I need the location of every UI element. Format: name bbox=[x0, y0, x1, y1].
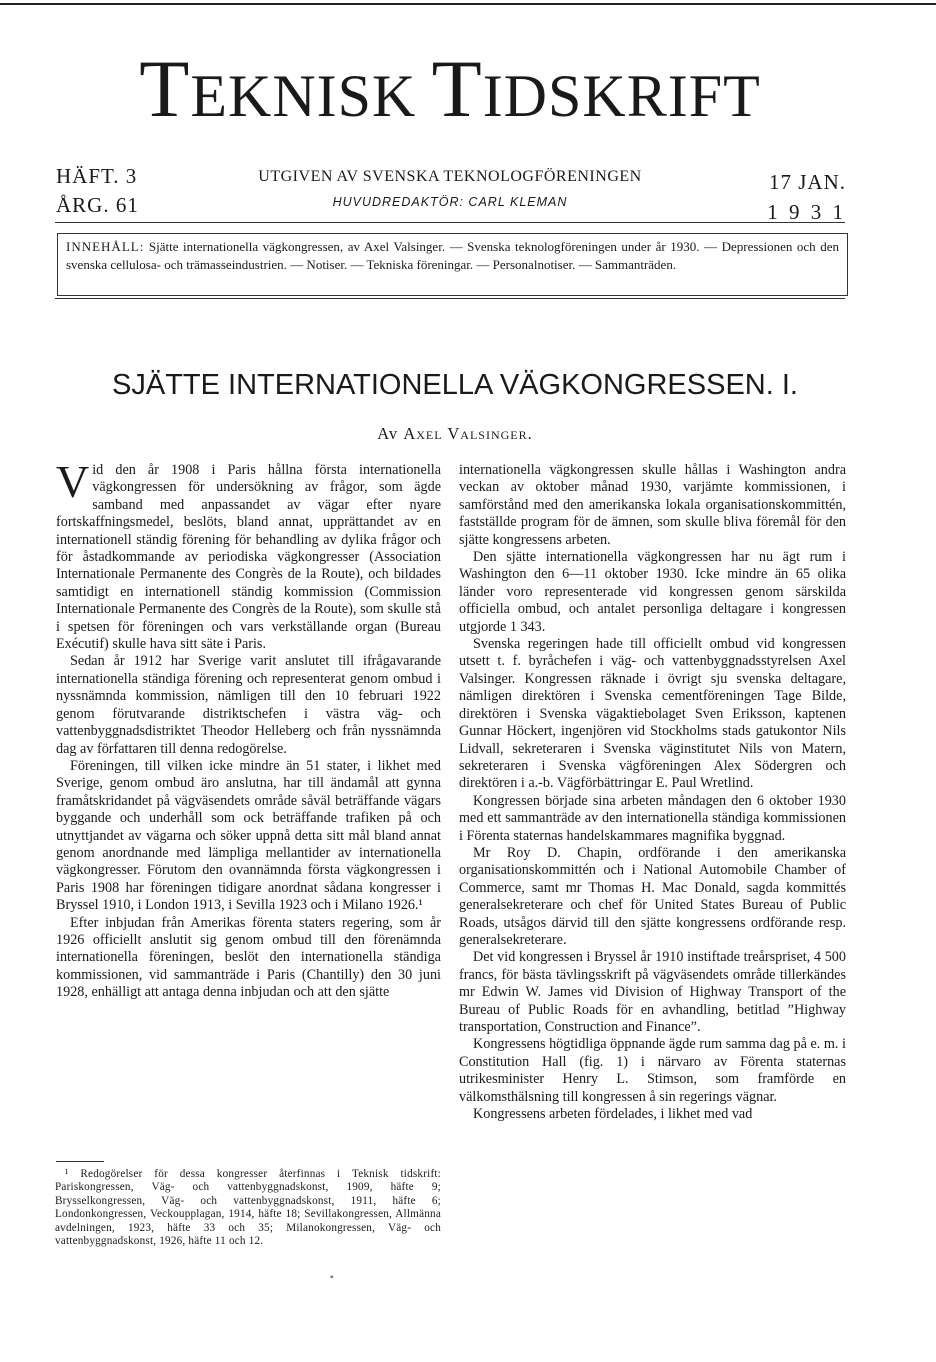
left-column bbox=[56, 456, 441, 1002]
paragraph: Efter inbjudan från Amerikas förenta staters regering, som år 1926 officiellt anslutit sig genom ombud till den förenämnda internationella föreningen, beslöt den internationella ständiga kommissionen, vid sammanträde i Paris (Chantilly) den 30 juni 1928, enhälligt att antaga denna inbjudan och att den sjätte bbox=[56, 914, 441, 1001]
paragraph: Sedan år 1912 har Sverige varit anslutet till ifrågavarande internationella ständiga förening och representerat genom ombud i nyssnämnda kommission, nämligen till den 10 februari 1922 genom förutvarande distriktschefen i västra väg- och vattenbyggnadsdistriktet Theodor Helleberg och från nyssnämnda dag av författaren till denna redogörelse. bbox=[56, 653, 441, 757]
issue-year: 1 9 3 1 bbox=[767, 200, 846, 224]
paragraph: Kongressens arbeten fördelades, i likhet med vad bbox=[473, 1106, 753, 1123]
paragraph: Kongressen började sina arbeten måndagen den 6 oktober 1930 med ett sammanträde av den internationella ständiga kommissionen i Förenta staternas handelskammares magnifika byggnad. bbox=[459, 792, 846, 844]
volume-year: ÅRG. 61 bbox=[56, 193, 139, 217]
paragraph: Mr Roy D. Chapin, ordförande i den amerikanska organisationskommittén och i National Automobile Chamber of Commerce, samt mr Thomas H. Mac Donald, sagda kommittés generalsekreterare och chef för United States Bureau of Public Roads, utsågos därvid till den sjätte kongressens ordförande resp. generalsekreterare. bbox=[459, 844, 846, 948]
drop-cap: V bbox=[56, 456, 90, 507]
masthead-word-2: IDSKRIFT bbox=[482, 63, 761, 129]
byline-author: Axel Valsinger. bbox=[403, 424, 533, 443]
issue-date: 17 JAN. bbox=[768, 170, 846, 194]
masthead-initial-1: T bbox=[139, 43, 191, 134]
footnote bbox=[55, 1168, 441, 1248]
paragraph-text: id den år 1908 i Paris hållna första internationella vägkongressen för undersökning av frågor, som ägde samband med anpassandet av vägar efter nyare fortskaffningsmedel, beslöts, bland annat, upprättandet av en internationell ständig förening för behandling av dylika frågor och för åstadkommande av periodiska vägkongresser (Association Internationale Permanente des Congrès de la Route), och bildades samtidigt en internationell ständig kommission (Commission Internationale Permanente des Congrès de la Route), som skulle stå i spetsen för föreningen och vars verkställande organ (Bureau Exécutif) skulle hava sitt säte i Paris. bbox=[56, 462, 441, 653]
paragraph: Det vid kongressen i Bryssel år 1910 instiftade treårspriset, 4 500 francs, för bästa tävlingsskrift på vägväsendets område tillerkändes mr Edwin W. James vid Division of Highway Transport of the Bureau of Public Roads för en avhandling, betitlad ”Highway transportation, Construction and Finance”. bbox=[459, 949, 846, 1035]
publisher-line: UTGIVEN AV SVENSKA TEKNOLOGFÖRENINGEN bbox=[258, 168, 642, 185]
paragraph: internationella vägkongressen skulle hållas i Washington andra veckan av oktober månad 1930, varjämte kommissionen, i samförstånd med den amerikanska lokala organisationskommittén, fastställde program för de ämnen, som skulle bliva föremål för den sjätte kongressens arbeten. bbox=[459, 462, 846, 548]
right-column bbox=[459, 462, 846, 1123]
contents-label: INNEHÅLL: bbox=[66, 239, 145, 254]
contents-rule bbox=[55, 298, 845, 299]
paragraph bbox=[56, 456, 441, 653]
footnote-text: ¹ Redogörelser för dessa kongresser återfinnas i Teknisk tidskrift: Pariskongressen, Väg- och vattenbyggnadskonst, 1909, häfte 9; Brysselkongressen, Väg- och vattenbyggnadskonst, 1911, häfte 6; Londonkongressen, Veckoupplagan, 1914, häfte 18; Sevillakongressen, Allmänna avdelningen, 1923, häfte 33 och 35; Milanokongressen, Väg- och vattenbyggnadskonst, 1926, häfte 11 och 12. bbox=[55, 1168, 441, 1248]
contents-text: Sjätte internationella vägkongressen, av Axel Valsinger. — Svenska teknologföreningen under år 1930. — Depressionen och den svenska cellulosa- och trämasseindustrien. — Notiser. — Tekniska föreningar. — Personalnotiser. — Sammanträden. bbox=[66, 239, 839, 272]
masthead-word-1: EKNISK bbox=[190, 63, 417, 129]
header-rule bbox=[55, 222, 845, 223]
paragraph: Kongressens högtidliga öppnande ägde rum samma dag på e. m. i Constitution Hall (fig. 1) i närvaro av Förenta staternas utrikesminister Henry L. Stimson, som framförde en välkomsthälsning till kongressen å sin regerings vägnar. bbox=[459, 1036, 846, 1105]
editor-line: HUVUDREDAKTÖR: CARL KLEMAN bbox=[332, 195, 568, 209]
article-title: SJÄTTE INTERNATIONELLA VÄGKONGRESSEN. I. bbox=[112, 369, 798, 401]
top-border bbox=[0, 3, 936, 5]
paragraph: Den sjätte internationella vägkongressen har nu ägt rum i Washington den 6—11 oktober 1930. Icke mindre än 65 olika länder voro representerade vid kongressen genom särskilda officiella ombud, och antalet personliga deltagare i kongressen utgjorde 1 343. bbox=[459, 549, 846, 635]
article-byline bbox=[0, 424, 910, 444]
byline-prefix: Av bbox=[377, 424, 399, 443]
paragraph: Föreningen, till vilken icke mindre än 51 stater, i likhet med Sverige, genom ombud äro anslutna, har till ändamål att gynna framåtskridandet på vägväsendets område såväl beträffande vägars byggande och underhåll som ock beträffande trafiken på och utnyttjandet av vägarna och söker uppnå detta sitt mål bland annat genom anordnande med lämpliga mellantider av internationella vägkongresser. Förutom den ovannämnda första vägkongressen i Paris 1908 har föreningen tidigare anordnat sådana kongresser i Bryssel 1910, i London 1913, i Sevilla 1923 och i Milano 1926.¹ bbox=[56, 757, 441, 914]
masthead-title bbox=[50, 43, 850, 134]
contents-box bbox=[57, 233, 848, 296]
issue-number: HÄFT. 3 bbox=[56, 164, 138, 188]
footnote-rule bbox=[56, 1161, 104, 1162]
masthead-initial-2: T bbox=[431, 43, 483, 134]
paragraph: Svenska regeringen hade till officiellt ombud vid kongressen utsett t. f. byråchefen i väg- och vattenbyggnadsstyrelsen Axel Valsinger. Kongressen räknade i övrigt sju svenska deltagare, nämligen direktören i Svenska cementföreningen Tage Bilde, direktören i Svenska vägaktiebolaget Sven Eriksson, kaptenen Gunnar Höckert, ingenjören vid Stockholms stads gatukontor Nils Lidvall, sekreteraren i Svenska väginstitutet Nils von Matern, sekreteraren i Svenska vägföreningen Alex Södergren och direktören i a.-b. Vägförbättringar E. Paul Wretlind. bbox=[459, 636, 846, 792]
print-speck: ▪ bbox=[330, 1272, 334, 1283]
